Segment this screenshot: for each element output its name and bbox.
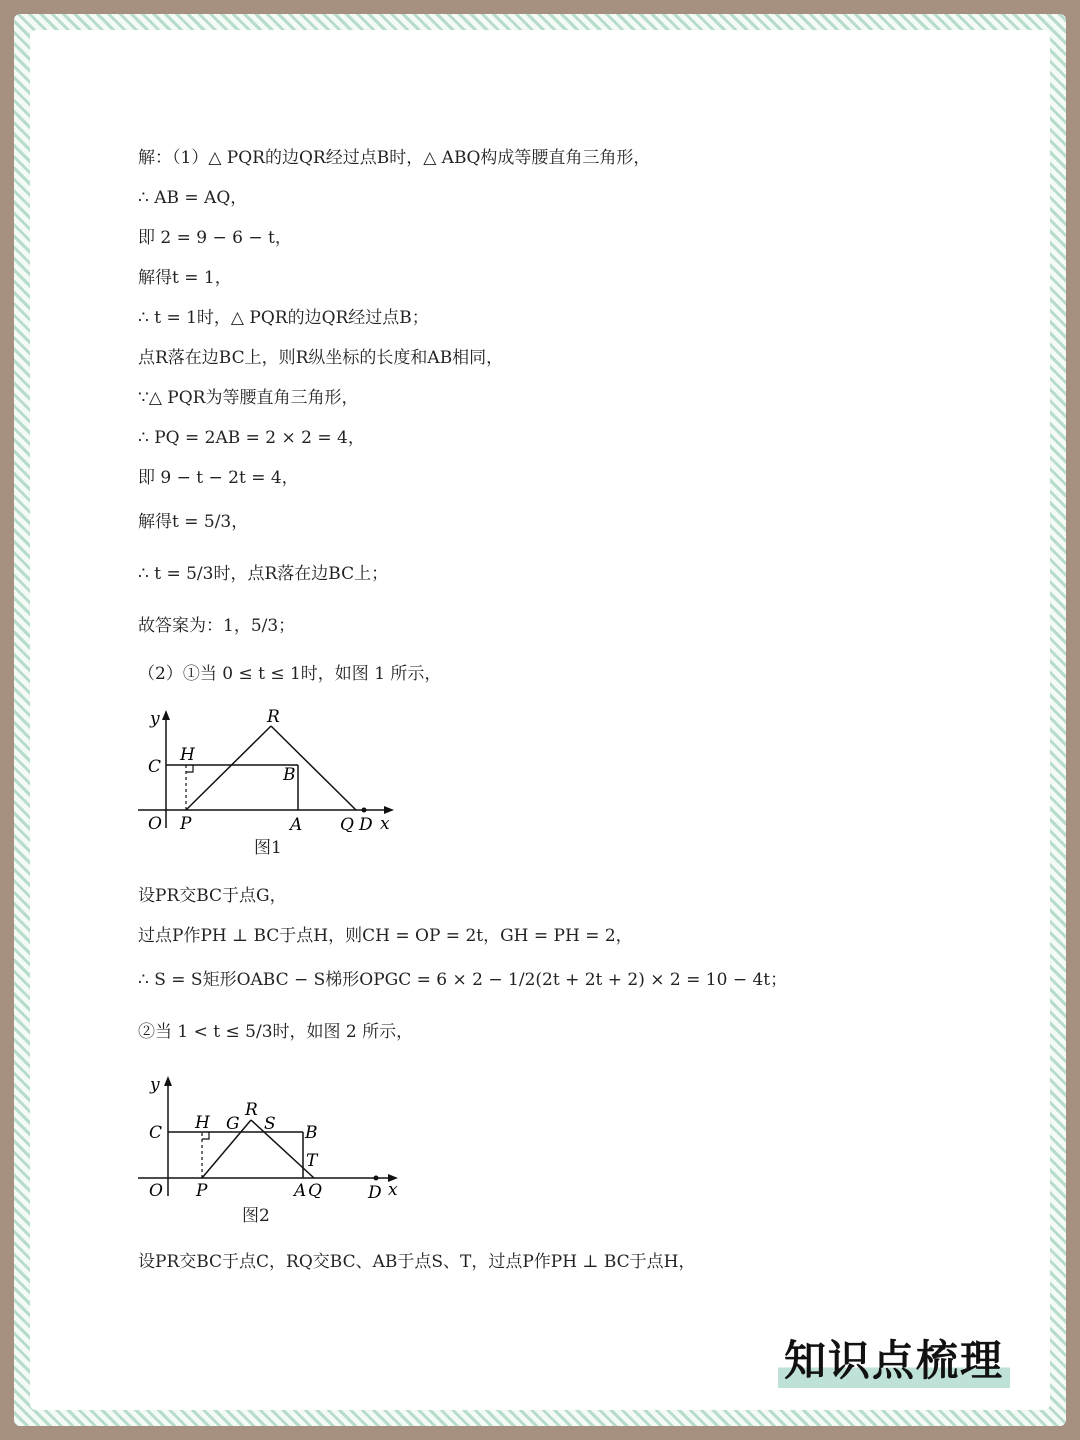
fig1-label-h: H — [180, 745, 195, 765]
fig2-label-x: x — [388, 1180, 398, 1198]
line-15: 过点P作PH ⊥ BC于点H，则CH = OP = 2t，GH = PH = 2， — [138, 926, 633, 946]
line-13: （2）①当 0 ≤ t ≤ 1时，如图 1 所示， — [138, 664, 442, 684]
fig2-right-angle-icon — [202, 1132, 209, 1139]
fig2-label-a: A — [294, 1181, 307, 1198]
line-8: ∴ PQ = 2AB = 2 × 2 = 4， — [138, 428, 365, 448]
fig2-label-h: H — [195, 1113, 210, 1133]
fig2-label-y: y — [150, 1075, 160, 1095]
fig1-label-q: Q — [340, 815, 354, 832]
figure-1-caption: 图1 — [254, 838, 282, 858]
fig2-y-arrow-icon — [164, 1076, 172, 1086]
line-17: ②当 1 < t ≤ 5/3时，如图 2 所示， — [138, 1022, 414, 1042]
figure-1-diagram — [138, 702, 408, 832]
line-10: 解得t = 5/3， — [138, 512, 249, 532]
fig1-label-d: D — [359, 815, 373, 832]
line-7: ∵△ PQR为等腰直角三角形， — [138, 388, 359, 408]
line-4: 解得t = 1， — [138, 268, 232, 288]
fig1-point-d — [362, 808, 367, 813]
fig1-x-arrow-icon — [384, 806, 394, 814]
fig2-label-d: D — [368, 1183, 382, 1198]
fig1-label-a: A — [290, 815, 303, 832]
line-3: 即 2 = 9 − 6 − t， — [138, 228, 292, 248]
line-18: 设PR交BC于点C，RQ交BC、AB于点S、T，过点P作PH ⊥ BC于点H， — [138, 1252, 696, 1272]
fig2-label-c: C — [149, 1123, 163, 1143]
line-6: 点R落在边BC上，则R纵坐标的长度和AB相同， — [138, 348, 504, 368]
fig1-label-r: R — [267, 707, 280, 727]
fig2-label-s: S — [264, 1114, 276, 1134]
line-12: 故答案为：1，5/3； — [138, 616, 296, 636]
line-1: 解：（1）△ PQR的边QR经过点B时，△ ABQ构成等腰直角三角形， — [138, 148, 651, 168]
figure-2-caption: 图2 — [242, 1206, 270, 1226]
fig1-label-o: O — [148, 814, 162, 832]
fig2-label-r: R — [245, 1100, 258, 1120]
fig2-label-b: B — [305, 1123, 318, 1143]
fig2-label-q: Q — [308, 1181, 322, 1198]
fig2-label-p: P — [196, 1181, 208, 1198]
fig1-label-y: y — [150, 709, 160, 729]
line-14: 设PR交BC于点G， — [138, 886, 287, 906]
figure-2 — [138, 1068, 408, 1226]
line-2: ∴ AB = AQ， — [138, 188, 248, 208]
fig2-label-o: O — [149, 1181, 163, 1198]
fig1-label-c: C — [148, 757, 162, 777]
fig1-label-x: x — [380, 814, 390, 832]
line-9: 即 9 − t − 2t = 4， — [138, 468, 299, 488]
fig2-label-t: T — [306, 1151, 318, 1171]
figure-2-diagram — [138, 1068, 408, 1198]
fig1-label-b: B — [283, 765, 296, 785]
fig1-side-pr — [186, 726, 271, 810]
figure-1 — [138, 702, 408, 858]
fig1-label-p: P — [180, 814, 192, 832]
brand-watermark: 知识点梳理 — [778, 1328, 1010, 1388]
line-16: ∴ S = S矩形OABC − S梯形OPGC = 6 × 2 − 1/2(2t + 2t + 2) × 2 = 10 − 4t； — [138, 970, 788, 990]
fig1-right-angle-icon — [186, 765, 193, 772]
line-11: ∴ t = 5/3时，点R落在边BC上； — [138, 564, 389, 584]
fig2-point-d — [374, 1176, 379, 1181]
fig1-y-arrow-icon — [162, 710, 170, 720]
line-5: ∴ t = 1时，△ PQR的边QR经过点B； — [138, 308, 429, 328]
fig2-label-g: G — [226, 1114, 240, 1134]
